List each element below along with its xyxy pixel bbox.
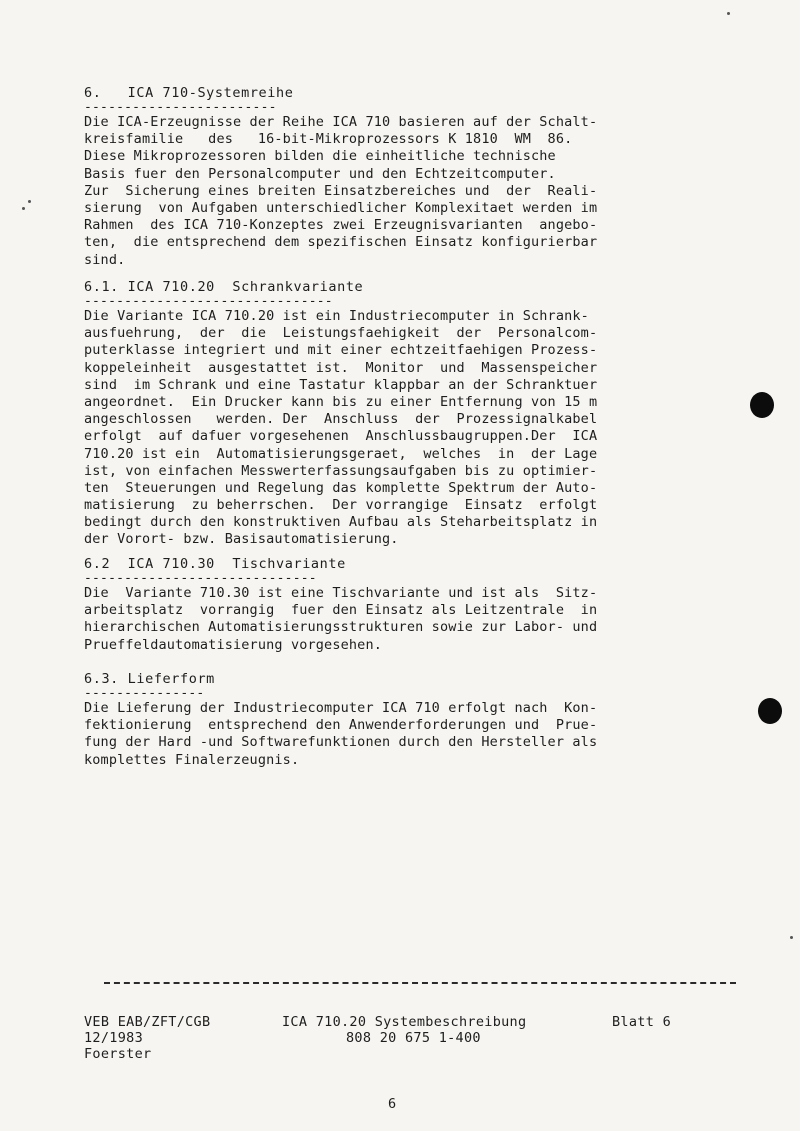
text-line: koppeleinheit ausgestattet ist. Monitor und Massenspeicher — [84, 359, 598, 376]
text-line: puterklasse integriert und mit einer echtzeitfaehigen Prozess- — [84, 342, 598, 359]
section-body — [84, 585, 696, 654]
text-line: ten Steuerungen und Regelung das komplette Spektrum der Auto- — [84, 479, 598, 496]
footer-doc-title: ICA 710.20 Systembeschreibung — [282, 1014, 527, 1030]
text-line: Prueffeldautomatisierung vorgesehen. — [84, 636, 382, 653]
section-heading: 6.3. Lieferform — [84, 671, 215, 687]
text-line: kreisfamilie des 16-bit-Mikroprozessors K 1810 WM 86. — [84, 131, 573, 148]
heading-underline: ------------------------------- — [84, 296, 333, 308]
text-line: hierarchischen Automatisierungsstrukturen sowie zur Labor- und — [84, 619, 598, 636]
section-6-1 — [84, 278, 696, 549]
section-6-3 — [84, 670, 696, 769]
text-line: Zur Sicherung eines breiten Einsatzbereiches und der Reali- — [84, 182, 598, 199]
page-number: 6 — [388, 1096, 397, 1112]
scan-speck — [727, 12, 730, 15]
section-heading: 6.2 ICA 710.30 Tischvariante — [84, 556, 346, 572]
text-line: ten, die entsprechend dem spezifischen Einsatz konfigurierbar — [84, 234, 598, 251]
text-line: angeschlossen werden. Der Anschluss der Prozessignalkabel — [84, 411, 598, 428]
footer-doc-number: 808 20 675 1-400 — [346, 1030, 481, 1046]
text-line: fektionierung entsprechend den Anwenderforderungen und Prue- — [84, 717, 598, 734]
footer-date: 12/1983 — [84, 1030, 143, 1046]
section-body — [84, 114, 696, 269]
text-line: 710.20 ist ein Automatisierungsgeraet, welches in der Lage — [84, 445, 598, 462]
text-line: bedingt durch den konstruktiven Aufbau als Steharbeitsplatz in — [84, 514, 598, 531]
section-6 — [84, 84, 696, 269]
text-line: sind im Schrank und eine Tastatur klappbar an der Schranktuer — [84, 376, 598, 393]
text-line: sind. — [84, 251, 126, 268]
text-line: erfolgt auf dafuer vorgesehenen Anschlussbaugruppen.Der ICA — [84, 428, 598, 445]
text-line: matisierung zu beherrschen. Der vorrangige Einsatz erfolgt — [84, 497, 598, 514]
footer-org: VEB EAB/ZFT/CGB — [84, 1014, 211, 1030]
section-6-2 — [84, 555, 696, 654]
punch-hole — [758, 698, 782, 724]
text-line: arbeitsplatz vorrangig fuer den Einsatz als Leitzentrale in — [84, 602, 598, 619]
text-line: sierung von Aufgaben unterschiedlicher Komplexitaet werden im — [84, 199, 598, 216]
text-line: ist, von einfachen Messwerterfassungsaufgaben bis zu optimier- — [84, 462, 598, 479]
text-line: Die Lieferung der Industriecomputer ICA 710 erfolgt nach Kon- — [84, 700, 598, 716]
scan-speck — [28, 200, 31, 203]
text-line: Die ICA-Erzeugnisse der Reihe ICA 710 basieren auf der Schalt- — [84, 114, 598, 130]
text-line: Die Variante 710.30 ist eine Tischvariante und ist als Sitz- — [84, 585, 598, 601]
text-line: ausfuehrung, der die Leistungsfaehigkeit der Personalcom- — [84, 325, 598, 342]
footer-divider — [104, 982, 736, 984]
heading-underline: ------------------------ — [84, 102, 277, 114]
text-line: der Vorort- bzw. Basisautomatisierung. — [84, 531, 399, 548]
text-line: komplettes Finalerzeugnis. — [84, 751, 300, 768]
section-body — [84, 308, 696, 549]
text-line: angeordnet. Ein Drucker kann bis zu einer Entfernung von 15 m — [84, 393, 598, 410]
footer-author: Foerster — [84, 1046, 152, 1062]
section-heading: 6. ICA 710-Systemreihe — [84, 85, 294, 101]
scan-speck — [22, 207, 25, 210]
punch-hole — [750, 392, 774, 418]
footer-sheet: Blatt 6 — [612, 1014, 671, 1030]
section-heading: 6.1. ICA 710.20 Schrankvariante — [84, 279, 364, 295]
heading-underline: --------------- — [84, 688, 205, 700]
text-line: fung der Hard -und Softwarefunktionen durch den Hersteller als — [84, 734, 598, 751]
text-line: Die Variante ICA 710.20 ist ein Industriecomputer in Schrank- — [84, 308, 589, 324]
text-line: Basis fuer den Personalcomputer und den Echtzeitcomputer. — [84, 165, 556, 182]
text-line: Diese Mikroprozessoren bilden die einheitliche technische — [84, 148, 556, 165]
scan-speck — [790, 936, 793, 939]
text-line: Rahmen des ICA 710-Konzeptes zwei Erzeugnisvarianten angebo- — [84, 217, 598, 234]
heading-underline: ----------------------------- — [84, 573, 317, 585]
section-body — [84, 700, 696, 769]
